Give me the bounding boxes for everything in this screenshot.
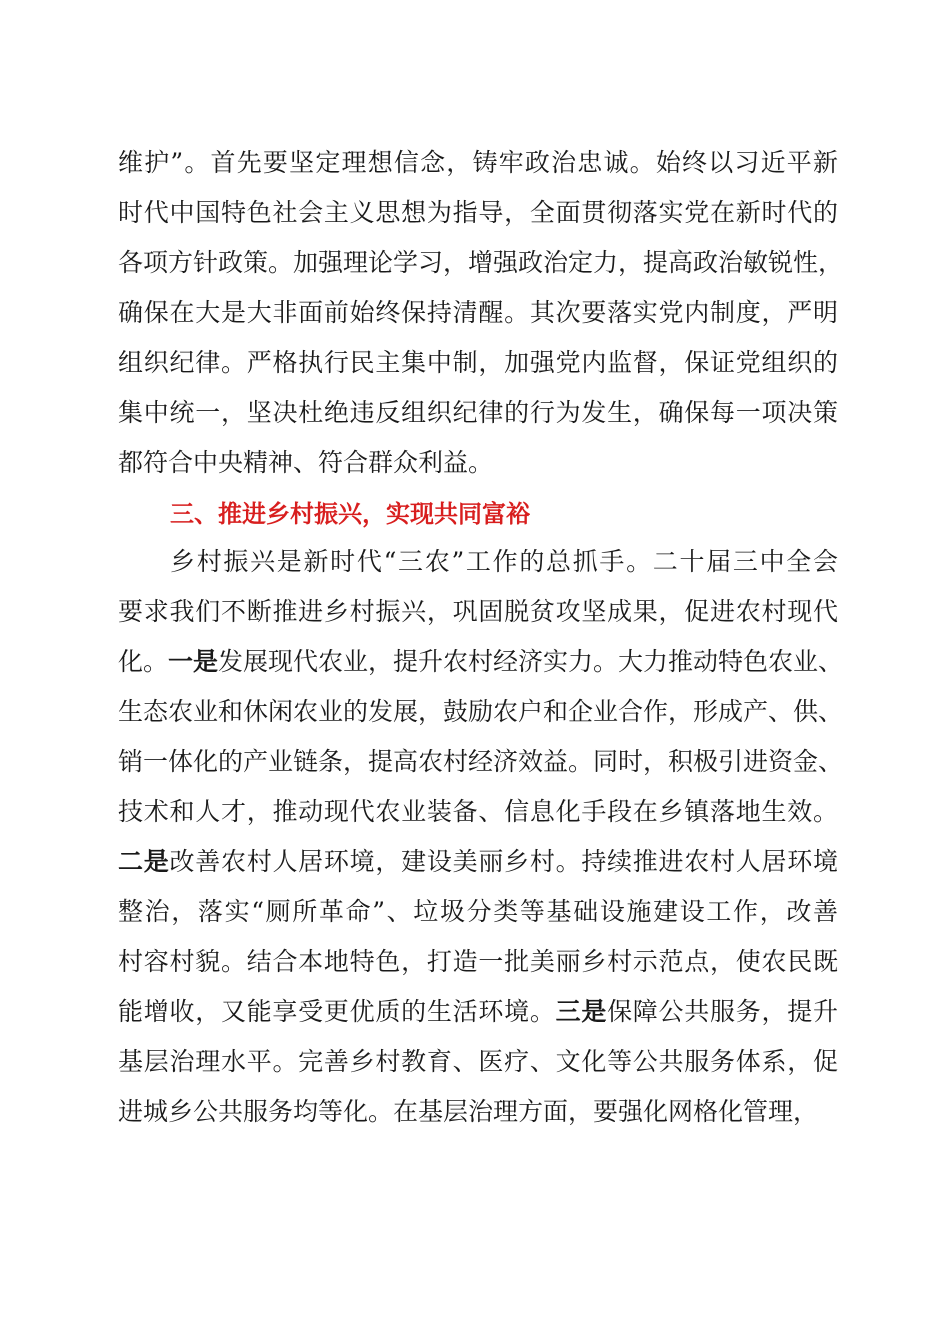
text-run: 都符合中央精神、符合群众利益。 [118,448,494,477]
text-run: 乡村振兴是新时代“三农”工作的总抓手。二十届三中全会 [170,547,838,576]
text-run: 化。 [118,647,169,676]
text-run: 维护”。首先要坚定理想信念，铸牢政治忠诚。始终以习近平新 [118,148,838,177]
text-line [118,842,838,882]
text-run: 基层治理水平。完善乡村教育、医疗、文化等公共服务体系，促 [118,1047,838,1076]
text-run: 整治，落实“厕所革命”、垃圾分类等基础设施建设工作，改善 [118,897,838,926]
text-line [118,293,838,333]
text-run: 进城乡公共服务均等化。在基层治理方面，要强化网格化管理， [118,1097,819,1126]
text-run: 组织纪律。严格执行民主集中制，加强党内监督，保证党组织的 [118,348,838,377]
text-run: 各项方针政策。加强理论学习，增强政治定力，提高政治敏锐性， [118,248,844,277]
text-line [118,642,844,682]
emphasis-label: 三是 [555,997,608,1026]
text-line [118,343,838,383]
text-line [118,193,838,233]
text-run: 确保在大是大非面前始终保持清醒。其次要落实党内制度，严明 [118,298,838,327]
text-line [170,542,838,582]
text-line [118,792,838,832]
text-line [118,143,838,183]
text-run: 能增收，又能享受更优质的生活环境。 [118,997,556,1026]
text-line [118,692,844,732]
text-line [118,243,844,283]
emphasis-label: 一是 [168,647,219,676]
text-run: 发展现代农业，提升农村经济实力。大力推动特色农业、 [218,647,844,676]
text-line [118,592,838,632]
section-heading-rural-revitalization: 三、推进乡村振兴，实现共同富裕 [170,500,530,528]
text-line [118,1092,838,1132]
emphasis-label: 二是 [118,847,170,876]
text-run: 要求我们不断推进乡村振兴，巩固脱贫攻坚成果，促进农村现代 [118,597,838,626]
text-line [118,393,838,433]
text-line [118,892,838,932]
text-run: 销一体化的产业链条，提高农村经济效益。同时，积极引进资金、 [118,747,844,776]
text-line [118,1042,838,1082]
text-line [118,443,838,483]
text-run: 保障公共服务，提升 [607,997,838,1026]
text-run: 技术和人才，推动现代农业装备、信息化手段在乡镇落地生效。 [118,797,838,826]
text-run: 改善农村人居环境，建设美丽乡村。持续推进农村人居环境 [169,847,838,876]
text-line [118,742,844,782]
text-line [118,942,838,982]
text-run: 集中统一，坚决杜绝违反组织纪律的行为发生，确保每一项决策 [118,398,838,427]
text-run: 时代中国特色社会主义思想为指导，全面贯彻落实党在新时代的 [118,198,838,227]
text-line [118,992,838,1032]
text-run: 村容村貌。结合本地特色，打造一批美丽乡村示范点，使农民既 [118,947,838,976]
text-run: 生态农业和休闲农业的发展，鼓励农户和企业合作，形成产、供、 [118,697,844,726]
